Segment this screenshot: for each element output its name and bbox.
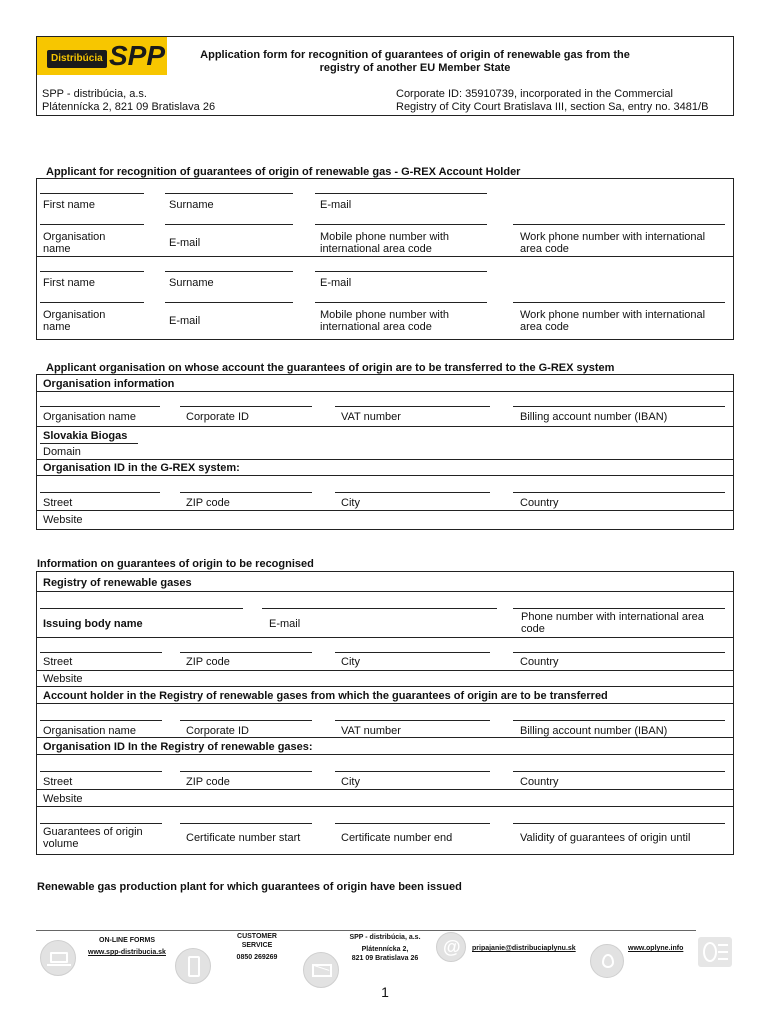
surname-input[interactable] [165,193,293,194]
corporate-id-label: Corporate ID [186,411,249,423]
cert-end-field[interactable] [335,823,490,824]
org-name-label: Organisation name [43,231,106,255]
footer-company-street: Plátennícka 2, [361,946,409,953]
domain-label: Domain [43,446,81,458]
mobile-2-input[interactable] [315,302,487,303]
holder-iban-label: Billing account number (IBAN) [520,725,668,737]
iban-label: Billing account number (IBAN) [520,411,668,423]
issuing-body-label: Issuing body name [43,618,143,630]
online-forms-label: ON-LINE FORMS [99,937,155,944]
issuing-email-field[interactable] [262,608,497,609]
iban-field[interactable] [513,406,725,407]
web-link[interactable]: www.oplyne.info [628,945,684,952]
holder-country-label: Country [520,776,559,788]
mobile-input[interactable] [315,224,487,225]
first-name-input[interactable] [40,193,144,194]
corporate-id-line1: Corporate ID: 35910739, incorporated in the Commercial [396,88,673,100]
reg-country-label: Country [520,656,559,668]
cert-start-label: Certificate number start [186,832,301,844]
org-name-2-input[interactable] [40,302,144,303]
holder-org-field[interactable] [40,720,162,721]
work-phone-2-label: Work phone number with international area code [520,309,706,333]
email-link[interactable]: pripajanie@distribuciaplynu.sk [472,945,576,952]
mobile-phone-icon [175,948,211,984]
company-address: Plátennícka 2, 821 09 Bratislava 26 [42,101,216,113]
customer-service-label-1: CUSTOMER [237,933,277,940]
validity-label: Validity of guarantees of origin until [520,832,691,844]
eu-energy-label-icon [698,937,732,967]
email-input[interactable] [315,193,487,194]
corporate-id-line2: Registry of City Court Bratislava III, section Sa, entry no. 3481/B [396,101,709,113]
corporate-id-field[interactable] [180,406,312,407]
street-label: Street [43,497,73,509]
reg-city-field[interactable] [335,652,490,653]
reg-zip-label: ZIP code [186,656,230,668]
validity-field[interactable] [513,823,725,824]
footer-company-name: SPP - distribúcia, a.s. [349,934,421,941]
reg-city-label: City [341,656,360,668]
form-title-line2: registry of another EU Member State [319,62,511,74]
issuing-phone-field[interactable] [513,608,725,609]
country-label: Country [520,497,559,509]
surname-label: Surname [169,199,214,211]
laptop-icon [40,940,76,976]
mobile-label: Mobile phone number with international area code [320,231,450,255]
first-name-2-input[interactable] [40,271,144,272]
holder-country-field[interactable] [513,771,725,772]
email-2-input[interactable] [315,271,487,272]
issuing-body-field[interactable] [40,608,243,609]
email-label: E-mail [320,199,352,211]
cert-start-field[interactable] [180,823,312,824]
registry-id-label: Organisation ID In the Registry of renewable gases: [43,741,313,753]
holder-iban-field[interactable] [513,720,725,721]
street-field[interactable] [40,492,160,493]
holder-header: Account holder in the Registry of renewable gases from which the guarantees of origin are to be transferred [43,690,608,702]
reg-website-label: Website [43,673,83,685]
applicant-section-title: Applicant for recognition of guarantees of origin of renewable gas - G-REX Account Holder [46,166,521,178]
surname-2-label: Surname [169,277,214,289]
holder-vat-label: VAT number [341,725,401,737]
org-email-label: E-mail [169,237,201,249]
first-name-label: First name [43,199,95,211]
footer-company-city: 821 09 Bratislava 26 [351,955,419,962]
form-title-line1: Application form for recognition of guarantees of origin of renewable gas from the [200,49,630,61]
logo-word: Distribúcia [51,53,103,64]
org-email-2-label: E-mail [169,315,201,327]
company-name: SPP - distribúcia, a.s. [42,88,147,100]
holder-street-field[interactable] [40,771,162,772]
country-field[interactable] [513,492,725,493]
footer-divider [36,930,696,931]
work-phone-input[interactable] [513,224,725,225]
holder-city-label: City [341,776,360,788]
org-info-header: Organisation information [43,378,175,390]
org-name-field-label: Organisation name [43,411,136,423]
company-logo [37,37,167,75]
customer-service-label-2: SERVICE [241,942,273,949]
holder-corp-label: Corporate ID [186,725,249,737]
org-name-2-label: Organisation name [43,309,106,333]
reg-street-field[interactable] [40,652,162,653]
volume-field[interactable] [40,823,162,824]
website-label: Website [43,514,83,526]
reg-street-label: Street [43,656,73,668]
holder-zip-label: ZIP code [186,776,230,788]
issuing-phone-label: Phone number with international area code [521,611,704,635]
grex-id-label: Organisation ID in the G-REX system: [43,462,240,474]
org-email-input[interactable] [165,224,293,225]
work-phone-2-input[interactable] [513,302,725,303]
issuing-email-label: E-mail [269,618,301,630]
guarantees-section-title: Information on guarantees of origin to be recognised [37,558,314,570]
registry-header: Registry of renewable gases [43,577,192,589]
holder-street-label: Street [43,776,73,788]
holder-website-label: Website [43,793,83,805]
reg-zip-field[interactable] [180,652,312,653]
organisation-section-title: Applicant organisation on whose account the guarantees of origin are to be transferred to the G-REX system [46,362,615,374]
at-sign-icon: @ [436,932,466,962]
customer-service-phone: 0850 269269 [236,954,278,961]
plant-section-title: Renewable gas production plant for which guarantees of origin have been issued [37,881,462,893]
holder-vat-field[interactable] [335,720,490,721]
city-label: City [341,497,360,509]
organisation-table [36,374,734,530]
zip-field[interactable] [180,492,312,493]
org-name-field[interactable] [40,406,160,407]
city-field[interactable] [335,492,490,493]
logo-brand: SPP [109,40,166,71]
holder-corp-field[interactable] [180,720,312,721]
mail-envelope-icon [303,952,339,988]
vat-field[interactable] [335,406,490,407]
holder-org-label: Organisation name [43,725,136,737]
holder-zip-field[interactable] [180,771,312,772]
logo-word-badge [47,50,107,68]
page-number: 1 [381,984,389,1000]
org-name-input[interactable] [40,224,144,225]
org-name-value: Slovakia Biogas [43,430,128,442]
holder-city-field[interactable] [335,771,490,772]
email-2-label: E-mail [320,277,352,289]
reg-country-field[interactable] [513,652,725,653]
volume-label: Guarantees of origin volume [43,826,143,850]
work-phone-label: Work phone number with international area code [520,231,706,255]
zip-label: ZIP code [186,497,230,509]
gas-drop-icon [590,944,624,978]
first-name-2-label: First name [43,277,95,289]
vat-label: VAT number [341,411,401,423]
cert-end-label: Certificate number end [341,832,453,844]
surname-2-input[interactable] [165,271,293,272]
org-email-2-input[interactable] [165,302,293,303]
online-forms-link[interactable]: www.spp-distribucia.sk [88,949,166,956]
mobile-2-label: Mobile phone number with international area code [320,309,450,333]
